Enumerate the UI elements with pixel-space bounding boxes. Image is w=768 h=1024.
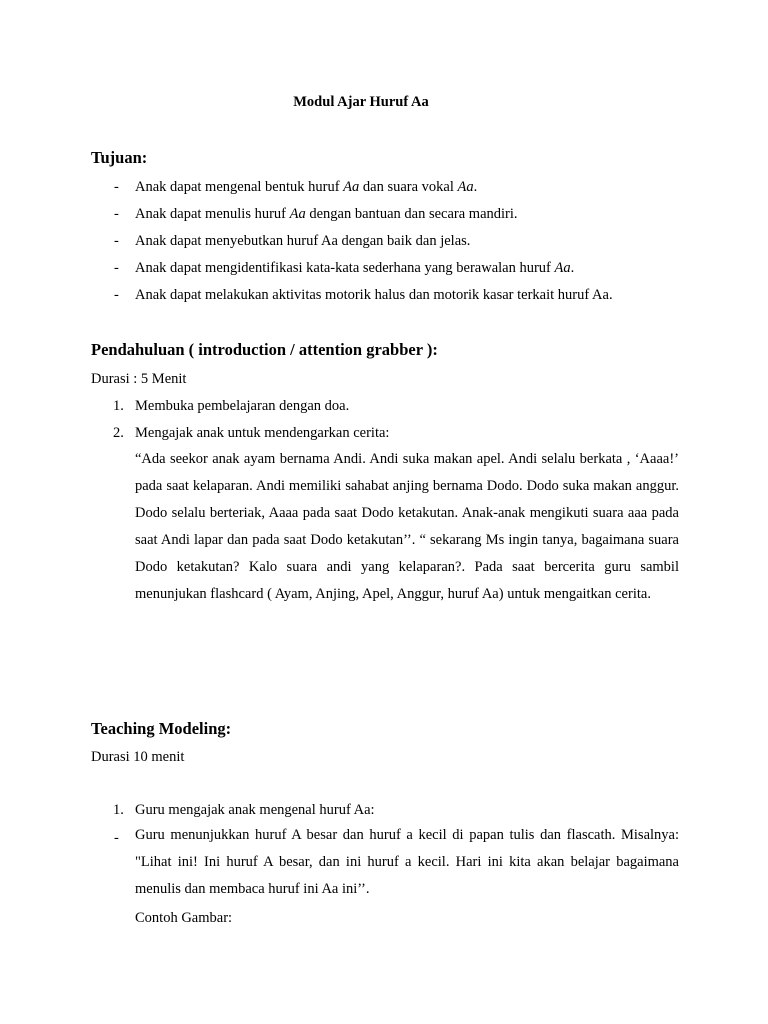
italic-letter: Aa bbox=[457, 179, 474, 195]
teaching-step-1: Guru mengajak anak mengenal huruf Aa: bbox=[135, 802, 375, 818]
list-dash: - bbox=[114, 206, 119, 222]
list-number: 1. bbox=[113, 398, 124, 414]
list-dash: - bbox=[114, 287, 119, 303]
section-heading-tujuan: Tujuan: bbox=[91, 148, 148, 167]
text-run: Anak dapat melakukan aktivitas motorik halus dan motorik kasar terkait huruf Aa. bbox=[135, 287, 613, 303]
document-title: Modul Ajar Huruf Aa bbox=[293, 94, 429, 110]
list-number: 1. bbox=[113, 802, 124, 818]
pendahuluan-step-1: Membuka pembelajaran dengan doa. bbox=[135, 398, 350, 414]
list-dash: - bbox=[114, 179, 119, 195]
example-label: Contoh Gambar: bbox=[135, 910, 233, 926]
text-run: dan suara vokal bbox=[359, 179, 458, 195]
teaching-duration: Durasi 10 menit bbox=[91, 749, 185, 765]
section-heading-pendahuluan: Pendahuluan ( introduction / attention grabber ): bbox=[91, 340, 438, 359]
story-paragraph: “Ada seekor anak ayam bernama Andi. Andi suka makan apel. Andi selalu berkata , ‘Aaaa!’ pada saat kelaparan. Andi memiliki sahabat anjing bernama Dodo. Dodo suka makan anggur. Dodo selalu berteriak, Aaaa pada saat Dodo ketakutan. Anak-anak mengikuti suara aaa pada saat Andi lapar dan pada saat Dodo ketakutan’’. “ sekarang Ms ingin tanya, bagaimana suara Dodo ketakutan? Kalo suara andi yang kelaparan?. Pada saat bercerita guru sambil menunjukan flashcard ( Ayam, Anjing, Apel, Anggur, huruf Aa) untuk mengaitkan cerita. bbox=[135, 451, 679, 602]
italic-letter: Aa bbox=[554, 260, 571, 276]
text-run: Anak dapat menulis huruf bbox=[135, 206, 290, 222]
text-run: Anak dapat mengenal bentuk huruf bbox=[135, 179, 344, 195]
text-run: dengan bantuan dan secara mandiri. bbox=[305, 206, 518, 222]
text-run: Anak dapat menyebutkan huruf Aa dengan baik dan jelas. bbox=[135, 233, 471, 249]
text-run: Anak dapat mengidentifikasi kata-kata sederhana yang berawalan huruf bbox=[135, 260, 555, 276]
tujuan-item bbox=[135, 206, 518, 223]
italic-letter: Aa bbox=[289, 206, 306, 222]
pendahuluan-duration: Durasi : 5 Menit bbox=[91, 371, 187, 387]
pendahuluan-step-2: Mengajak anak untuk mendengarkan cerita: bbox=[135, 425, 390, 441]
list-number: 2. bbox=[113, 425, 124, 441]
text-run: . bbox=[570, 260, 575, 276]
tujuan-item bbox=[135, 233, 470, 250]
text-run: . bbox=[473, 179, 478, 195]
teaching-dash-paragraph: Guru menunjukkan huruf A besar dan huruf a kecil di papan tulis dan flascath. Misalnya: "Lihat ini! Ini huruf A besar, dan ini huruf a kecil. Hari ini kita akan belajar bagaimana menulis dan membaca huruf ini Aa ini’’. bbox=[135, 827, 679, 897]
list-dash: - bbox=[114, 233, 119, 249]
tujuan-item bbox=[135, 260, 574, 277]
italic-letter: Aa bbox=[343, 179, 360, 195]
list-dash: - bbox=[114, 260, 119, 276]
section-heading-teaching-modeling: Teaching Modeling: bbox=[91, 719, 232, 738]
tujuan-item bbox=[135, 179, 477, 196]
tujuan-item bbox=[135, 287, 613, 304]
list-dash: - bbox=[114, 830, 119, 846]
